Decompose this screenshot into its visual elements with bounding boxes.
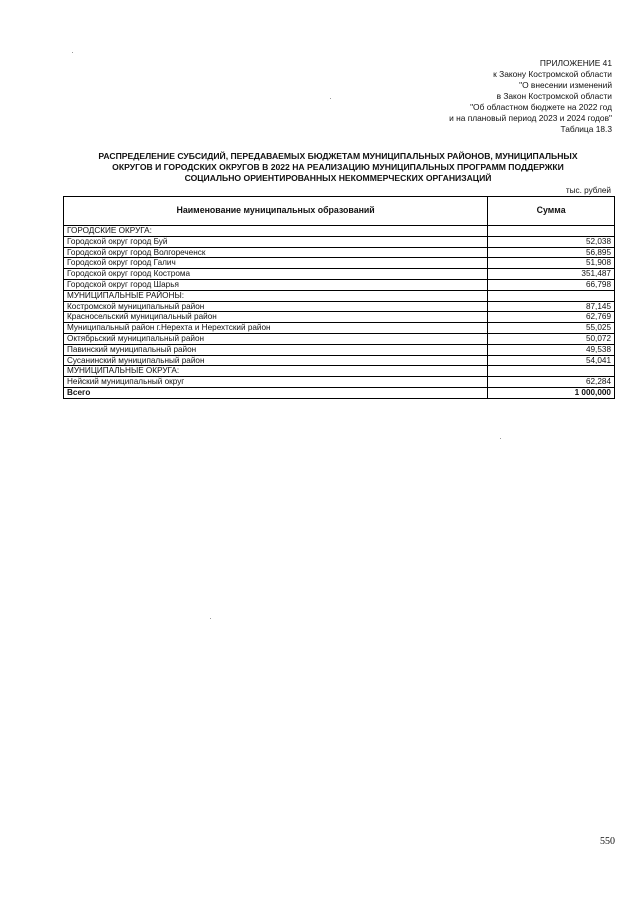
scan-speck	[72, 52, 73, 53]
row-sum: 87,145	[488, 301, 615, 312]
row-name: Городской округ город Шарья	[64, 279, 488, 290]
table-row	[64, 344, 615, 355]
table-row	[64, 355, 615, 366]
total-label: Всего	[64, 387, 488, 398]
appendix-line: к Закону Костромской области	[493, 69, 612, 79]
row-sum: 56,895	[488, 247, 615, 258]
appendix-line: ПРИЛОЖЕНИЕ 41	[539, 58, 612, 68]
document-title	[60, 151, 616, 184]
scan-speck	[210, 618, 211, 619]
table-row	[64, 290, 615, 301]
table-row	[64, 377, 615, 388]
row-name: Нейский муниципальный округ	[64, 377, 488, 388]
row-sum	[488, 366, 615, 377]
row-name: Сусанинский муниципальный район	[64, 355, 488, 366]
table-row	[64, 279, 615, 290]
scan-speck	[500, 438, 501, 439]
row-sum: 49,538	[488, 344, 615, 355]
subsidy-table	[63, 196, 615, 399]
table-header-row	[64, 197, 615, 226]
appendix-header	[252, 58, 612, 135]
appendix-line: Таблица 18.3	[560, 124, 612, 134]
units-label: тыс. рублей	[565, 186, 611, 195]
row-name: МУНИЦИПАЛЬНЫЕ ОКРУГА:	[64, 366, 488, 377]
row-name: Городской округ город Буй	[64, 236, 488, 247]
table-row	[64, 236, 615, 247]
table-row	[64, 247, 615, 258]
scan-speck	[330, 98, 331, 99]
row-name: Костромской муниципальный район	[64, 301, 488, 312]
appendix-line: "О внесении изменений	[519, 80, 612, 90]
row-sum: 50,072	[488, 333, 615, 344]
total-sum: 1 000,000	[488, 387, 615, 398]
row-sum	[488, 226, 615, 237]
table-body	[64, 226, 615, 399]
row-name: Красносельский муниципальный район	[64, 312, 488, 323]
page-number: 550	[600, 836, 615, 847]
title-line: ОКРУГОВ И ГОРОДСКИХ ОКРУГОВ В 2022 НА РЕАЛИЗАЦИЮ МУНИЦИПАЛЬНЫХ ПРОГРАММ ПОДДЕРЖКИ	[112, 162, 564, 172]
row-sum	[488, 290, 615, 301]
header-sum: Сумма	[488, 197, 615, 226]
row-sum: 51,908	[488, 258, 615, 269]
row-sum: 52,038	[488, 236, 615, 247]
title-line: РАСПРЕДЕЛЕНИЕ СУБСИДИЙ, ПЕРЕДАВАЕМЫХ БЮДЖЕТАМ МУНИЦИПАЛЬНЫХ РАЙОНОВ, МУНИЦИПАЛЬНЫХ	[98, 151, 578, 161]
row-sum: 66,798	[488, 279, 615, 290]
row-sum: 62,769	[488, 312, 615, 323]
row-sum: 62,284	[488, 377, 615, 388]
row-name: МУНИЦИПАЛЬНЫЕ РАЙОНЫ:	[64, 290, 488, 301]
row-name: Городской округ город Волгореченск	[64, 247, 488, 258]
table-row	[64, 366, 615, 377]
row-name: Павинский муниципальный район	[64, 344, 488, 355]
table-row	[64, 269, 615, 280]
row-sum: 55,025	[488, 323, 615, 334]
header-name: Наименование муниципальных образований	[64, 197, 488, 226]
total-row	[64, 387, 615, 398]
table-row	[64, 301, 615, 312]
table-row	[64, 226, 615, 237]
title-line: СОЦИАЛЬНО ОРИЕНТИРОВАННЫХ НЕКОММЕРЧЕСКИХ ОРГАНИЗАЦИЙ	[184, 173, 492, 183]
row-sum: 54,041	[488, 355, 615, 366]
row-name: Городской округ город Галич	[64, 258, 488, 269]
table-row	[64, 323, 615, 334]
row-name: Муниципальный район г.Нерехта и Нерехтский район	[64, 323, 488, 334]
appendix-line: и на плановый период 2023 и 2024 годов"	[449, 113, 612, 123]
appendix-line: в Закон Костромской области	[496, 91, 612, 101]
table-row	[64, 312, 615, 323]
table-row	[64, 333, 615, 344]
table-row	[64, 258, 615, 269]
row-name: ГОРОДСКИЕ ОКРУГА:	[64, 226, 488, 237]
row-sum: 351,487	[488, 269, 615, 280]
row-name: Октябрьский муниципальный район	[64, 333, 488, 344]
row-name: Городской округ город Кострома	[64, 269, 488, 280]
appendix-line: "Об областном бюджете на 2022 год	[470, 102, 612, 112]
